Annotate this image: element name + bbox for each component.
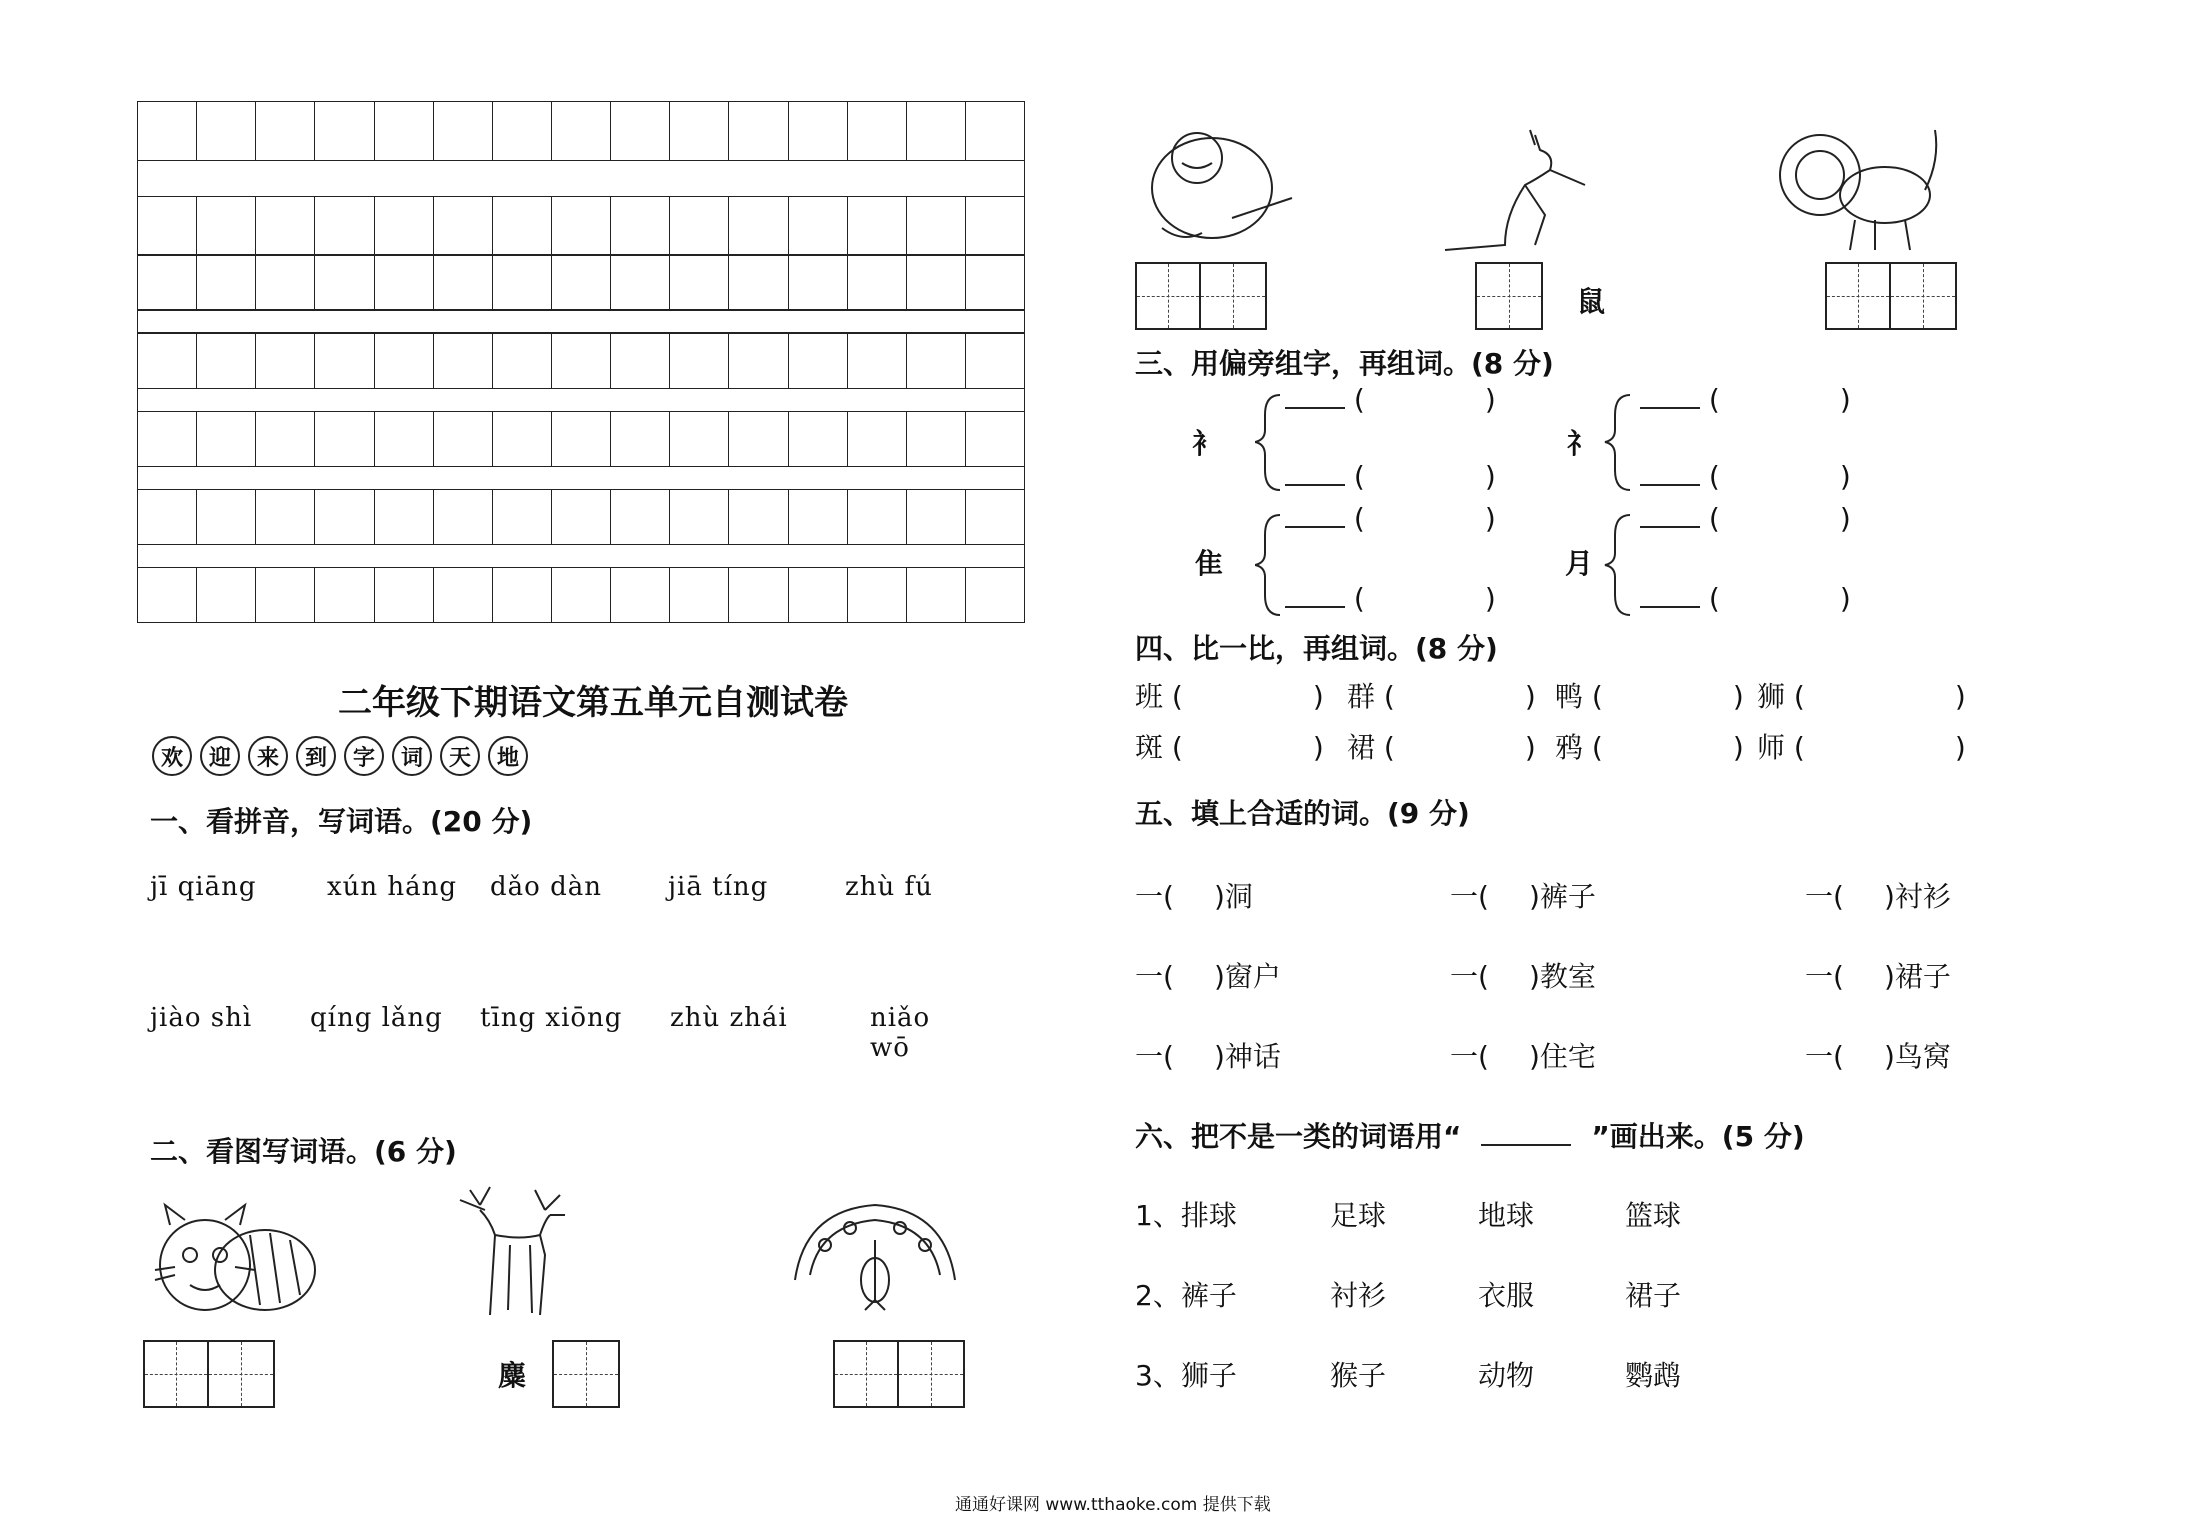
s3-blank-row[interactable]: ( ): [1640, 383, 1851, 416]
answer-box-peacock[interactable]: [833, 1340, 965, 1408]
s4-item[interactable]: 斑 ( ): [1135, 731, 1324, 764]
pinyin-item: niǎo wō: [870, 1003, 931, 1063]
answer-box-kangaroo[interactable]: [1475, 262, 1543, 330]
pinyin-item: zhù fú: [845, 872, 933, 902]
section-3-title: 三、用偏旁组字，再组词。(8 分): [1135, 347, 1554, 380]
section-5-title: 五、填上合适的词。(9 分): [1135, 797, 1470, 830]
banner-char: 到: [296, 736, 336, 776]
s5-item[interactable]: 一( )裤子: [1450, 880, 1596, 913]
s3-blank-row[interactable]: ( ): [1285, 460, 1496, 493]
pinyin-item: qíng lǎng: [310, 1003, 443, 1033]
tiger-picture: [150, 1195, 320, 1330]
answer-box-lion[interactable]: [1825, 262, 1957, 330]
s6-item[interactable]: 裙子: [1625, 1279, 1682, 1312]
answer-box-tiger[interactable]: [143, 1340, 275, 1408]
kangaroo-picture: [1425, 125, 1615, 260]
s3-blank-row[interactable]: ( ): [1640, 582, 1851, 615]
pinyin-item: jiào shì: [150, 1003, 253, 1033]
banner-char: 词: [392, 736, 432, 776]
s4-item[interactable]: 鸭 ( ): [1555, 680, 1744, 713]
s3-blank-row[interactable]: ( ): [1285, 383, 1496, 416]
s3-blank-row[interactable]: ( ): [1285, 502, 1496, 535]
pinyin-item: xún háng: [327, 872, 458, 902]
pinyin-item: jī qiāng: [150, 872, 257, 902]
page-title: 二年级下期语文第五单元自测试卷: [338, 683, 848, 723]
section-1-title: 一、看拼音，写词语。(20 分): [150, 805, 533, 838]
s6-item[interactable]: 地球: [1478, 1199, 1535, 1232]
s6-item[interactable]: 足球: [1330, 1199, 1387, 1232]
s3-blank-row[interactable]: ( ): [1640, 460, 1851, 493]
pinyin-item: zhù zhái: [670, 1003, 788, 1033]
s6-item[interactable]: 2、裤子: [1135, 1279, 1237, 1312]
grid-row[interactable]: [137, 254, 1025, 310]
banner-char: 天: [440, 736, 480, 776]
s3-blank-row[interactable]: ( ): [1640, 502, 1851, 535]
gorilla-picture: [1142, 118, 1302, 248]
grid-separator: [137, 310, 1025, 333]
grid-row[interactable]: [137, 101, 1025, 161]
peacock-picture: [785, 1200, 965, 1330]
s6-item[interactable]: 动物: [1478, 1359, 1535, 1392]
s5-item[interactable]: 一( )窗户: [1135, 960, 1281, 993]
pinyin-item: jiā tíng: [668, 872, 769, 902]
s5-item[interactable]: 一( )洞: [1135, 880, 1253, 913]
s4-item[interactable]: 裙 ( ): [1347, 731, 1536, 764]
grid-row[interactable]: [137, 196, 1025, 256]
grid-row[interactable]: [137, 489, 1025, 545]
radical-4: 月: [1565, 547, 1594, 580]
s6-item[interactable]: 猴子: [1330, 1359, 1387, 1392]
grid-separator: [137, 389, 1025, 411]
grid-separator: [137, 545, 1025, 567]
radical-2: 礻: [1567, 427, 1596, 460]
answer-box-deer[interactable]: [552, 1340, 620, 1408]
s5-item[interactable]: 一( )住宅: [1450, 1040, 1596, 1073]
s5-item[interactable]: 一( )神话: [1135, 1040, 1281, 1073]
radical-3: 隹: [1195, 547, 1224, 580]
deer-prefix: 麋: [498, 1359, 527, 1392]
s6-item[interactable]: 篮球: [1625, 1199, 1682, 1232]
grid-separator: [137, 467, 1025, 489]
s6-item[interactable]: 衣服: [1478, 1279, 1535, 1312]
section-2-title: 二、看图写词语。(6 分): [150, 1135, 457, 1168]
s3-blank-row[interactable]: ( ): [1285, 582, 1496, 615]
answer-box-gorilla[interactable]: [1135, 262, 1267, 330]
deer-picture: [450, 1185, 565, 1320]
banner-char: 迎: [200, 736, 240, 776]
grid-row[interactable]: [137, 567, 1025, 623]
s4-item[interactable]: 班 ( ): [1135, 680, 1324, 713]
banner: [152, 736, 536, 776]
grid-separator: [137, 161, 1025, 196]
grid-row[interactable]: [137, 411, 1025, 467]
banner-char: 来: [248, 736, 288, 776]
s6-item[interactable]: 3、狮子: [1135, 1359, 1237, 1392]
lion-picture: [1775, 120, 1945, 255]
grid-row[interactable]: [137, 333, 1025, 389]
pinyin-item: tīng xiōng: [480, 1003, 623, 1033]
banner-char: 字: [344, 736, 384, 776]
s6-item[interactable]: 衬衫: [1330, 1279, 1387, 1312]
kangaroo-suffix: 鼠: [1577, 285, 1606, 318]
s5-item[interactable]: 一( )教室: [1450, 960, 1596, 993]
s4-item[interactable]: 鸦 ( ): [1555, 731, 1744, 764]
section-6-title: 六、把不是一类的词语用“ ”画出来。(5 分): [1135, 1120, 1805, 1153]
s5-item[interactable]: 一( )裙子: [1805, 960, 1951, 993]
banner-char: 欢: [152, 736, 192, 776]
banner-char: 地: [488, 736, 528, 776]
s4-item[interactable]: 狮 ( ): [1757, 680, 1966, 713]
s4-item[interactable]: 师 ( ): [1757, 731, 1966, 764]
pinyin-item: dǎo dàn: [490, 872, 602, 902]
s6-item[interactable]: 1、排球: [1135, 1199, 1237, 1232]
s4-item[interactable]: 群 ( ): [1347, 680, 1536, 713]
footer-credit: 通通好课网 www.tthaoke.com 提供下载: [955, 1495, 1271, 1515]
s5-item[interactable]: 一( )鸟窝: [1805, 1040, 1951, 1073]
s6-item[interactable]: 鹦鹉: [1625, 1359, 1682, 1392]
sample-underline: [1481, 1144, 1571, 1146]
radical-1: 衤: [1192, 427, 1221, 460]
section-4-title: 四、比一比，再组词。(8 分): [1135, 632, 1498, 665]
s5-item[interactable]: 一( )衬衫: [1805, 880, 1951, 913]
